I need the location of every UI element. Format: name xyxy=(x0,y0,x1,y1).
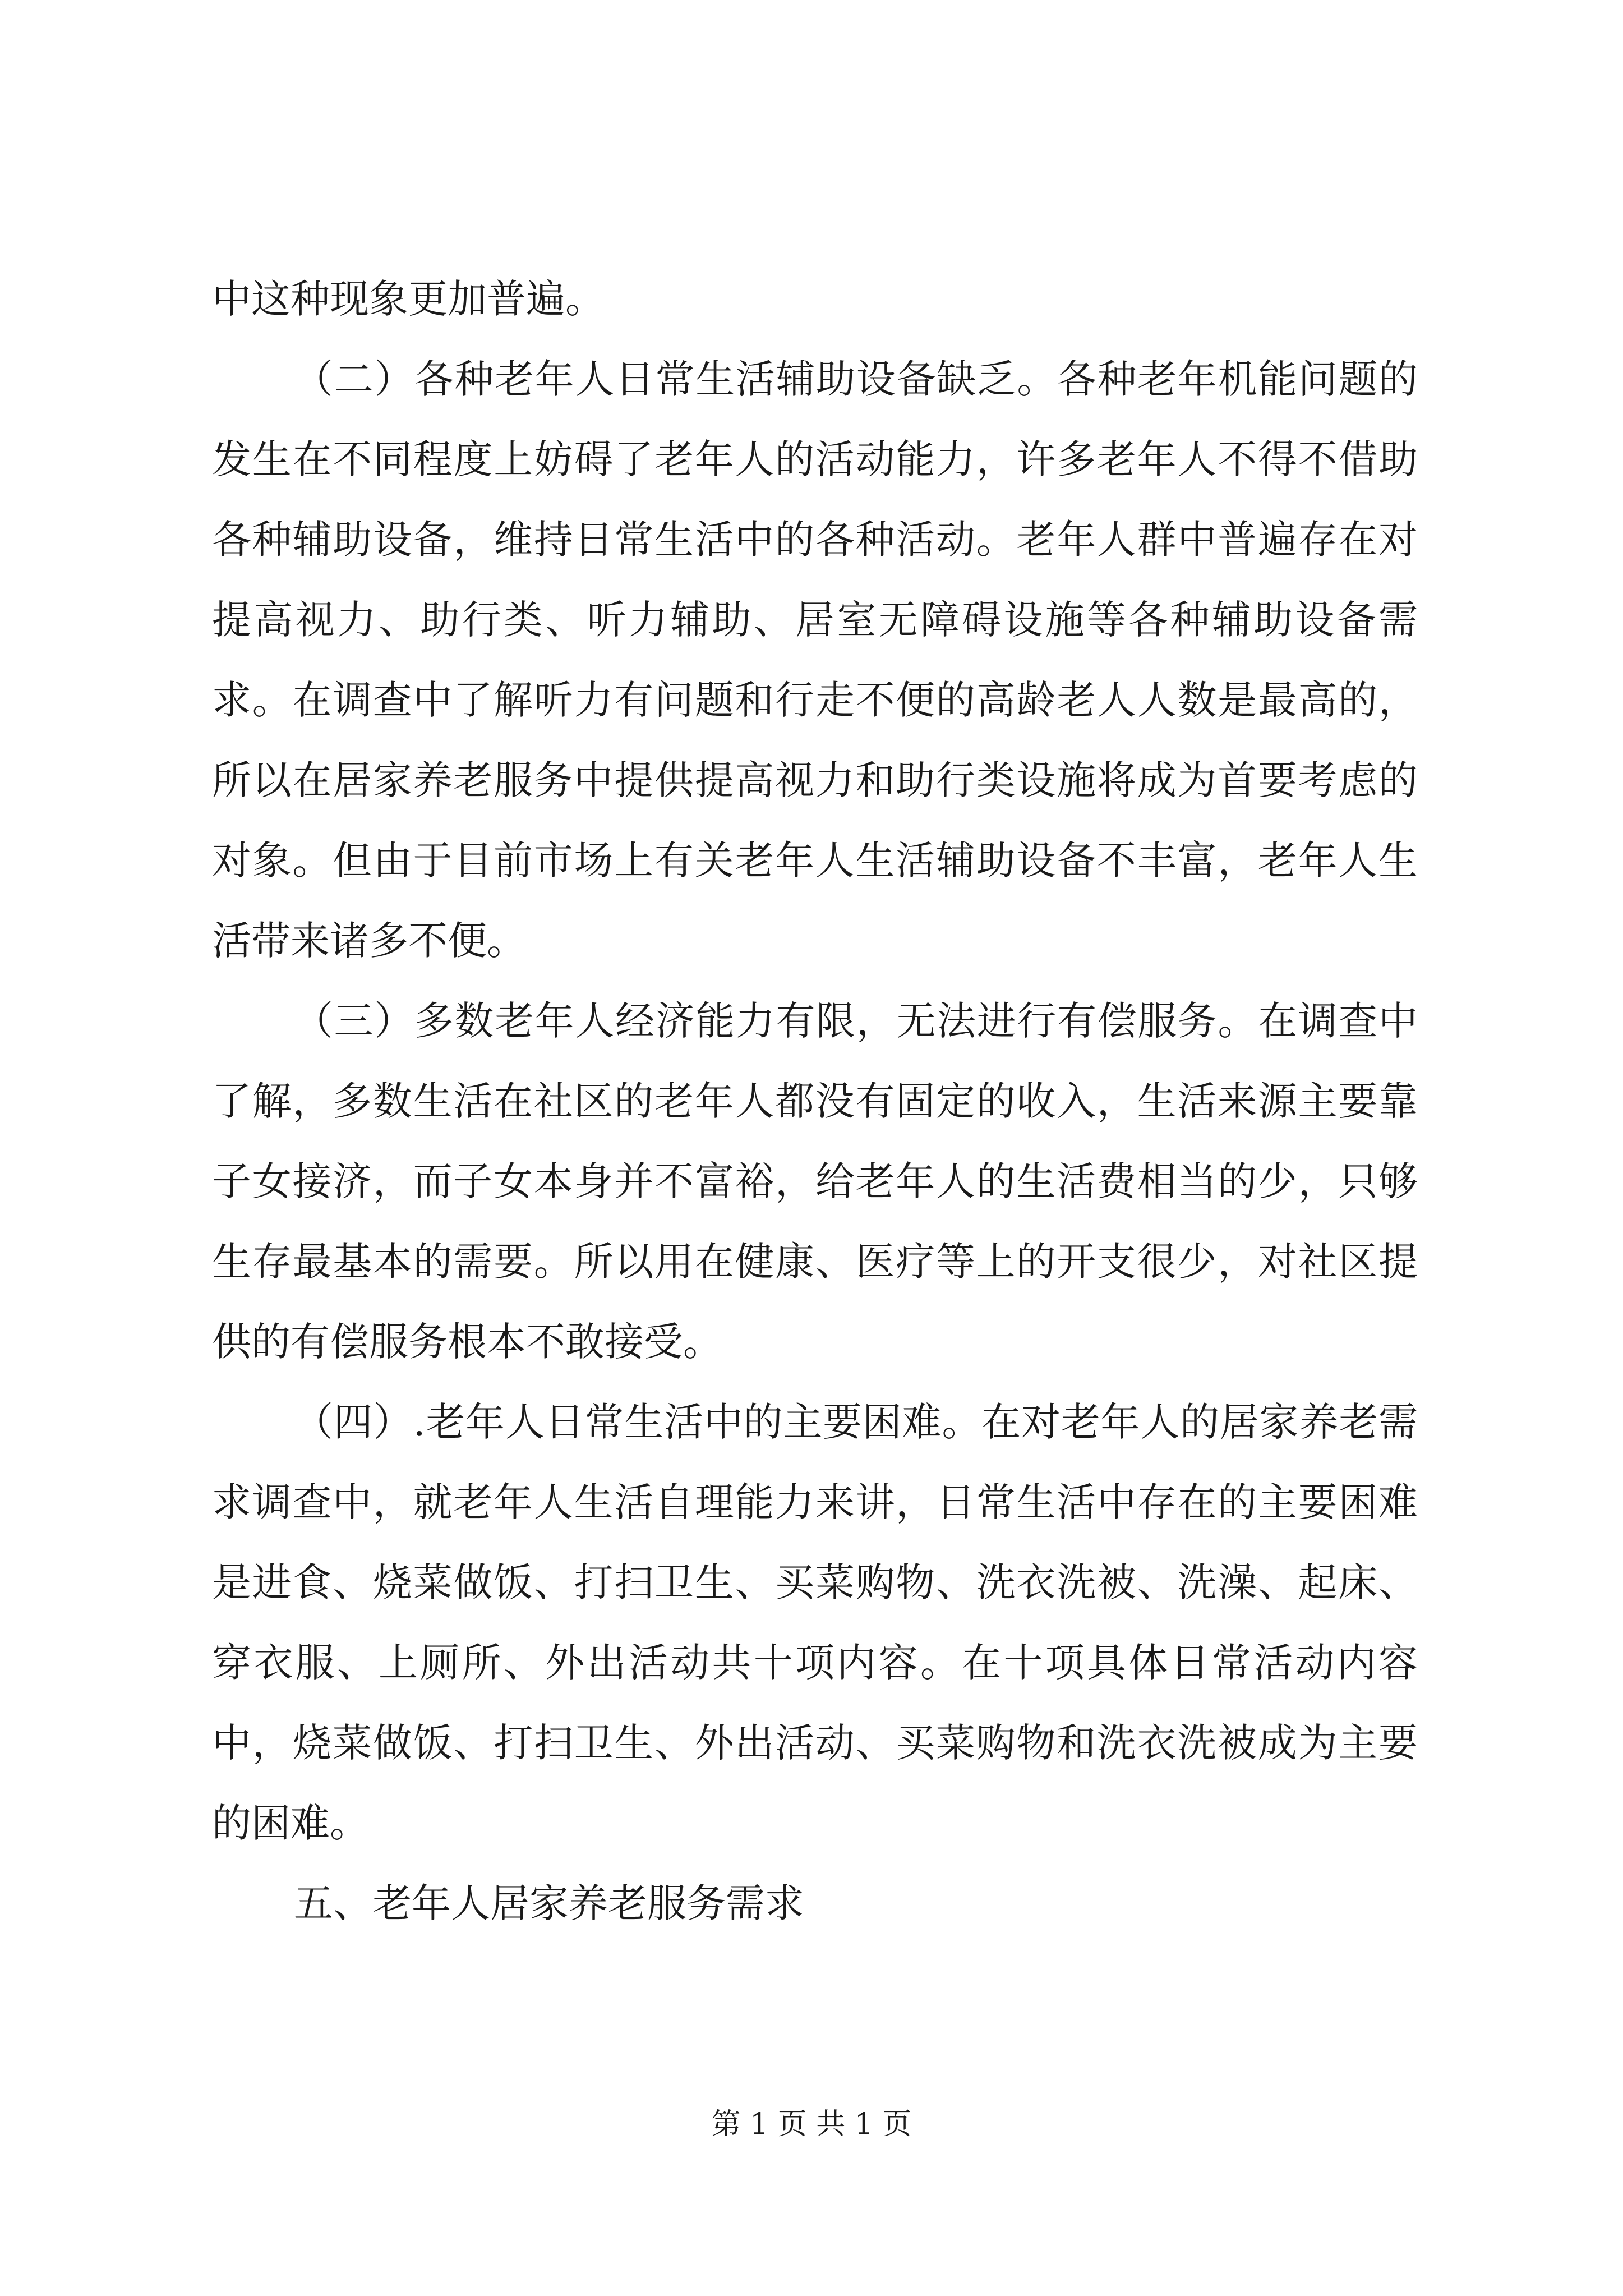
section-heading: 五、老年人居家养老服务需求 xyxy=(294,1880,804,1926)
paragraph-daily-difficulties: （四）.老年人日常生活中的主要困难。在对老年人的居家养老需求调查中，就老年人生活自理能力来讲，日常生活中存在的主要困难是进食、烧菜做饭、打扫卫生、买菜购物、洗衣洗被、洗澡、起床、穿衣服、上厕所、外出活动共十项内容。在十项具体日常活动内容中，烧菜做饭、打扫卫生、外出活动、买菜购物和洗衣洗被成为主要的困难。 xyxy=(212,1399,1418,1846)
paragraph-economic-capacity: （三）多数老年人经济能力有限，无法进行有偿服务。在调查中了解，多数生活在社区的老年人都没有固定的收入，生活来源主要靠子女接济，而子女本身并不富裕，给老年人的生活费相当的少，只够生存最基本的需要。所以用在健康、医疗等上的开支很少，对社区提供的有偿服务根本不敢接受。 xyxy=(212,998,1418,1365)
document-body xyxy=(212,259,1418,1944)
paragraph-continuation: 中这种现象更加普遍。 xyxy=(212,276,605,322)
paragraph-assistive-devices: （二）各种老年人日常生活辅助设备缺乏。各种老年机能问题的发生在不同程度上妨碍了老年人的活动能力，许多老年人不得不借助各种辅助设备，维持日常生活中的各种活动。老年人群中普遍存在对提高视力、助行类、听力辅助、居室无障碍设施等各种辅助设备需求。在调查中了解听力有问题和行走不便的高龄老人人数是最高的，所以在居家养老服务中提供提高视力和助行类设施将成为首要考虑的对象。但由于目前市场上有关老年人生活辅助设备不丰富，老年人生活带来诸多不便。 xyxy=(212,356,1418,964)
page-footer: 第 1 页 共 1 页 xyxy=(711,2108,912,2141)
